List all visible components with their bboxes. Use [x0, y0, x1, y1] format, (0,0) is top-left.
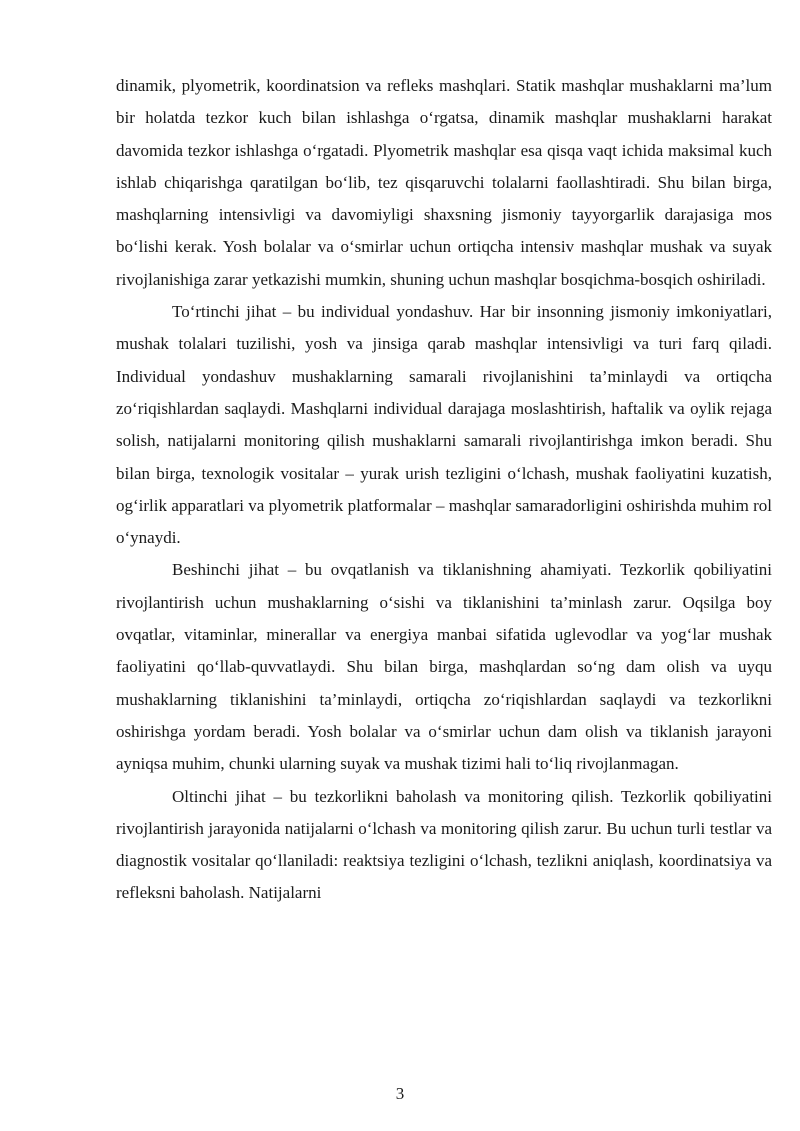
page-number: 3 — [395, 1084, 405, 1103]
paragraph-fourth-aspect: To‘rtinchi jihat – bu individual yondashuv. Har bir insonning jismoniy imkoniyatlari, mushak tolalari tuzilishi, yosh va jinsiga qarab mashqlar intensivligi va turi farq qiladi. Individual yondashuv mushaklarning samarali rivojlanishini ta’minlaydi va ortiqcha zo‘riqishlardan saqlaydi. Mashqlarni individual darajaga moslashtirish, haftalik va oylik rejaga solish, natijalarni monitoring qilish mushaklarni samarali rivojlantirishga imkon beradi. Shu bilan birga, texnologik vositalar – yurak urish tezligini o‘lchash, mushak faoliyatini kuzatish, og‘irlik apparatlari va plyometrik platformalar – mashqlar samaradorligini oshirishda muhim rol o‘ynaydi. — [116, 302, 772, 548]
page-body — [116, 70, 772, 910]
paragraph-fifth-aspect: Beshinchi jihat – bu ovqatlanish va tiklanishning ahamiyati. Tezkorlik qobiliyatini rivojlantirish uchun mushaklarning o‘sishi va tiklanishini ta’minlash zarur. Oqsilga boy ovqatlar, vitaminlar, minerallar va energiya manbai sifatida uglevodlar va yog‘lar mushak faoliyatini qo‘llab-quvvatlaydi. Shu bilan birga, mashqlardan so‘ng dam olish va uyqu mushaklarning tiklanishini ta’minlaydi, ortiqcha zo‘riqishlardan saqlaydi va tezkorlikni oshirishga yordam beradi. Yosh bolalar va o‘smirlar uchun dam olish va tiklanish jarayoni ayniqsa muhim, chunki ularning suyak va mushak tizimi hali to‘liq rivojlanmagan. — [116, 560, 772, 774]
paragraph-continued: dinamik, plyometrik, koordinatsion va refleks mashqlari. Statik mashqlar mushaklarni ma’lum bir holatda tezkor kuch bilan ishlashga o‘rgatsa, dinamik mashqlar mushaklarni harakat davomida tezkor ishlashga o‘rgatadi. Plyometrik mashqlar esa qisqa vaqt ichida maksimal kuch ishlab chiqarishga qaratilgan bo‘lib, tez qisqaruvchi tolalarni faollashtiradi. Shu bilan birga, mashqlarning intensivligi va davomiyligi shaxsning jismoniy tayyorgarlik darajasiga mos bo‘lishi kerak. Yosh bolalar va o‘smirlar uchun ortiqcha intensiv mashqlar mushak va suyak rivojlanishiga zarar yetkazishi mumkin, shuning uchun mashqlar bosqichma-bosqich oshiriladi. — [116, 76, 772, 289]
paragraph-sixth-aspect: Oltinchi jihat – bu tezkorlikni baholash va monitoring qilish. Tezkorlik qobiliyatini rivojlantirish jarayonida natijalarni o‘lchash va monitoring qilish zarur. Bu uchun turli testlar va diagnostik vositalar qo‘llaniladi: reaktsiya tezligini o‘lchash, tezlikni aniqlash, koordinatsiya va refleksni baholash. Natijalarni — [116, 786, 772, 903]
